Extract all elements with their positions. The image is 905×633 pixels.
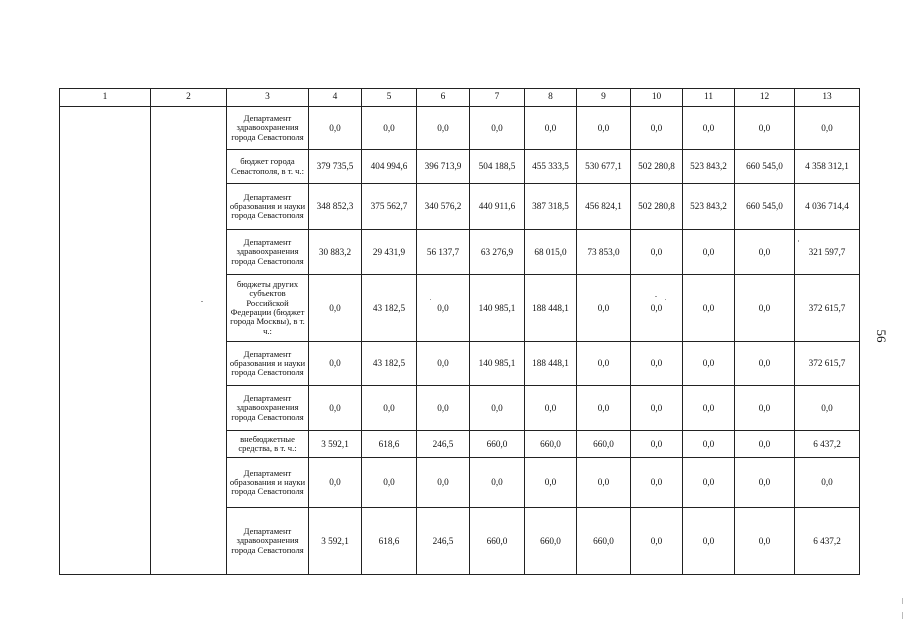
value-cell: 0,0 <box>631 230 683 275</box>
value-cell: 0,0 <box>309 275 362 342</box>
value-cell: 0,0 <box>417 342 470 386</box>
funding-source-label: Департамент здравоохранения города Севастополя <box>227 386 309 431</box>
value-cell: 0,0 <box>470 458 525 508</box>
page-number: 56 <box>874 329 889 343</box>
value-cell: 43 182,5 <box>362 275 417 342</box>
value-cell: 502 280,8 <box>631 150 683 184</box>
value-cell: 0,0 <box>735 431 795 458</box>
value-cell: 0,0 <box>683 275 735 342</box>
value-cell: 0,0 <box>417 386 470 431</box>
value-cell: 372 615,7 <box>795 275 860 342</box>
value-cell: 0,0 <box>683 431 735 458</box>
value-cell: 246,5 <box>417 431 470 458</box>
funding-source-label: Департамент образования и науки города Севастополя <box>227 184 309 230</box>
value-cell: 660,0 <box>577 431 631 458</box>
value-cell: 0,0 <box>735 275 795 342</box>
value-cell: 4 036 714,4 <box>795 184 860 230</box>
value-cell: 0,0 <box>683 342 735 386</box>
value-cell: 618,6 <box>362 508 417 575</box>
header-cell-6: 6 <box>417 89 470 107</box>
value-cell: 456 824,1 <box>577 184 631 230</box>
value-cell: 504 188,5 <box>470 150 525 184</box>
funding-source-label: бюджеты других субъектов Российской Федерации (бюджет города Москвы), в т. ч.: <box>227 275 309 342</box>
value-cell: 188 448,1 <box>525 342 577 386</box>
funding-source-label: Департамент здравоохранения города Севастополя <box>227 107 309 150</box>
value-cell: 6 437,2 <box>795 508 860 575</box>
value-cell: 0,0 <box>683 458 735 508</box>
value-cell: 3 592,1 <box>309 431 362 458</box>
value-cell: 660,0 <box>525 508 577 575</box>
value-cell: 0,0 <box>735 230 795 275</box>
value-cell: 0,0 <box>631 431 683 458</box>
value-cell: 440 911,6 <box>470 184 525 230</box>
value-cell: 0,0 <box>683 107 735 150</box>
value-cell: 246,5 <box>417 508 470 575</box>
value-cell: 0,0 <box>577 386 631 431</box>
header-cell-4: 4 <box>309 89 362 107</box>
funding-source-label: Департамент образования и науки города Севастополя <box>227 458 309 508</box>
value-cell: 4 358 312,1 <box>795 150 860 184</box>
value-cell: 0,0 <box>577 275 631 342</box>
scan-speck <box>798 240 799 242</box>
value-cell: 660 545,0 <box>735 150 795 184</box>
value-cell: 0,0 <box>525 107 577 150</box>
value-cell: 0,0 <box>309 458 362 508</box>
value-cell: 56 137,7 <box>417 230 470 275</box>
scan-speck <box>201 301 203 302</box>
value-cell: 0,0 <box>683 230 735 275</box>
value-cell: 0,0 <box>470 107 525 150</box>
header-cell-9: 9 <box>577 89 631 107</box>
value-cell: 0,0 <box>362 458 417 508</box>
funding-source-label: Департамент здравоохранения города Севастополя <box>227 230 309 275</box>
value-cell: 404 994,6 <box>362 150 417 184</box>
header-cell-11: 11 <box>683 89 735 107</box>
funding-source-label: внебюджетные средства, в т. ч.: <box>227 431 309 458</box>
value-cell: 0,0 <box>577 342 631 386</box>
value-cell: 43 182,5 <box>362 342 417 386</box>
value-cell: 6 437,2 <box>795 431 860 458</box>
value-cell: 0,0 <box>683 386 735 431</box>
value-cell: 375 562,7 <box>362 184 417 230</box>
header-cell-7: 7 <box>470 89 525 107</box>
value-cell: 530 677,1 <box>577 150 631 184</box>
value-cell: 0,0 <box>362 386 417 431</box>
value-cell: 0,0 <box>417 107 470 150</box>
table-row <box>60 107 860 150</box>
value-cell: 0,0 <box>631 458 683 508</box>
value-cell: 379 735,5 <box>309 150 362 184</box>
value-cell: 660 545,0 <box>735 184 795 230</box>
value-cell: 502 280,8 <box>631 184 683 230</box>
header-cell-8: 8 <box>525 89 577 107</box>
value-cell: 0,0 <box>735 458 795 508</box>
value-cell: 0,0 <box>309 386 362 431</box>
value-cell: 0,0 <box>735 508 795 575</box>
scan-speck <box>665 299 666 300</box>
value-cell: 0,0 <box>631 508 683 575</box>
value-cell: 0,0 <box>525 458 577 508</box>
header-cell-1: 1 <box>60 89 151 107</box>
value-cell: 660,0 <box>470 508 525 575</box>
header-cell-5: 5 <box>362 89 417 107</box>
value-cell: 188 448,1 <box>525 275 577 342</box>
value-cell: 0,0 <box>309 107 362 150</box>
value-cell: 660,0 <box>577 508 631 575</box>
value-cell: 0,0 <box>735 342 795 386</box>
value-cell: 3 592,1 <box>309 508 362 575</box>
scan-edge-mark <box>902 612 903 619</box>
value-cell: 0,0 <box>417 458 470 508</box>
value-cell: 372 615,7 <box>795 342 860 386</box>
value-cell: 0,0 <box>309 342 362 386</box>
value-cell: 0,0 <box>631 342 683 386</box>
value-cell: 0,0 <box>795 107 860 150</box>
header-cell-12: 12 <box>735 89 795 107</box>
value-cell: 140 985,1 <box>470 275 525 342</box>
header-cell-3: 3 <box>227 89 309 107</box>
column-1-merged-cell <box>60 107 151 575</box>
value-cell: 73 853,0 <box>577 230 631 275</box>
header-cell-13: 13 <box>795 89 860 107</box>
value-cell: 68 015,0 <box>525 230 577 275</box>
value-cell: 523 843,2 <box>683 150 735 184</box>
value-cell: 340 576,2 <box>417 184 470 230</box>
header-cell-2: 2 <box>151 89 227 107</box>
column-2-merged-cell <box>151 107 227 575</box>
funding-source-label: Департамент образования и науки города Севастополя <box>227 342 309 386</box>
scan-speck <box>430 299 431 300</box>
value-cell: 0,0 <box>631 275 683 342</box>
value-cell: 348 852,3 <box>309 184 362 230</box>
value-cell: 30 883,2 <box>309 230 362 275</box>
value-cell: 0,0 <box>362 107 417 150</box>
value-cell: 0,0 <box>631 107 683 150</box>
header-cell-10: 10 <box>631 89 683 107</box>
value-cell: 140 985,1 <box>470 342 525 386</box>
value-cell: 523 843,2 <box>683 184 735 230</box>
funding-source-label: Департамент здравоохранения города Севастополя <box>227 508 309 575</box>
value-cell: 63 276,9 <box>470 230 525 275</box>
value-cell: 387 318,5 <box>525 184 577 230</box>
value-cell: 0,0 <box>577 458 631 508</box>
value-cell: 0,0 <box>683 508 735 575</box>
value-cell: 0,0 <box>795 458 860 508</box>
scan-speck <box>655 296 657 297</box>
value-cell: 0,0 <box>577 107 631 150</box>
value-cell: 0,0 <box>795 386 860 431</box>
value-cell: 0,0 <box>735 386 795 431</box>
value-cell: 0,0 <box>417 275 470 342</box>
value-cell: 321 597,7 <box>795 230 860 275</box>
value-cell: 0,0 <box>525 386 577 431</box>
header-row <box>60 89 860 107</box>
value-cell: 455 333,5 <box>525 150 577 184</box>
value-cell: 396 713,9 <box>417 150 470 184</box>
funding-source-label: бюджет города Севастополя, в т. ч.: <box>227 150 309 184</box>
value-cell: 660,0 <box>525 431 577 458</box>
value-cell: 618,6 <box>362 431 417 458</box>
scan-edge-mark <box>902 598 903 604</box>
value-cell: 29 431,9 <box>362 230 417 275</box>
value-cell: 0,0 <box>735 107 795 150</box>
value-cell: 0,0 <box>631 386 683 431</box>
value-cell: 0,0 <box>470 386 525 431</box>
value-cell: 660,0 <box>470 431 525 458</box>
budget-table <box>59 88 860 575</box>
table-body <box>60 107 860 575</box>
